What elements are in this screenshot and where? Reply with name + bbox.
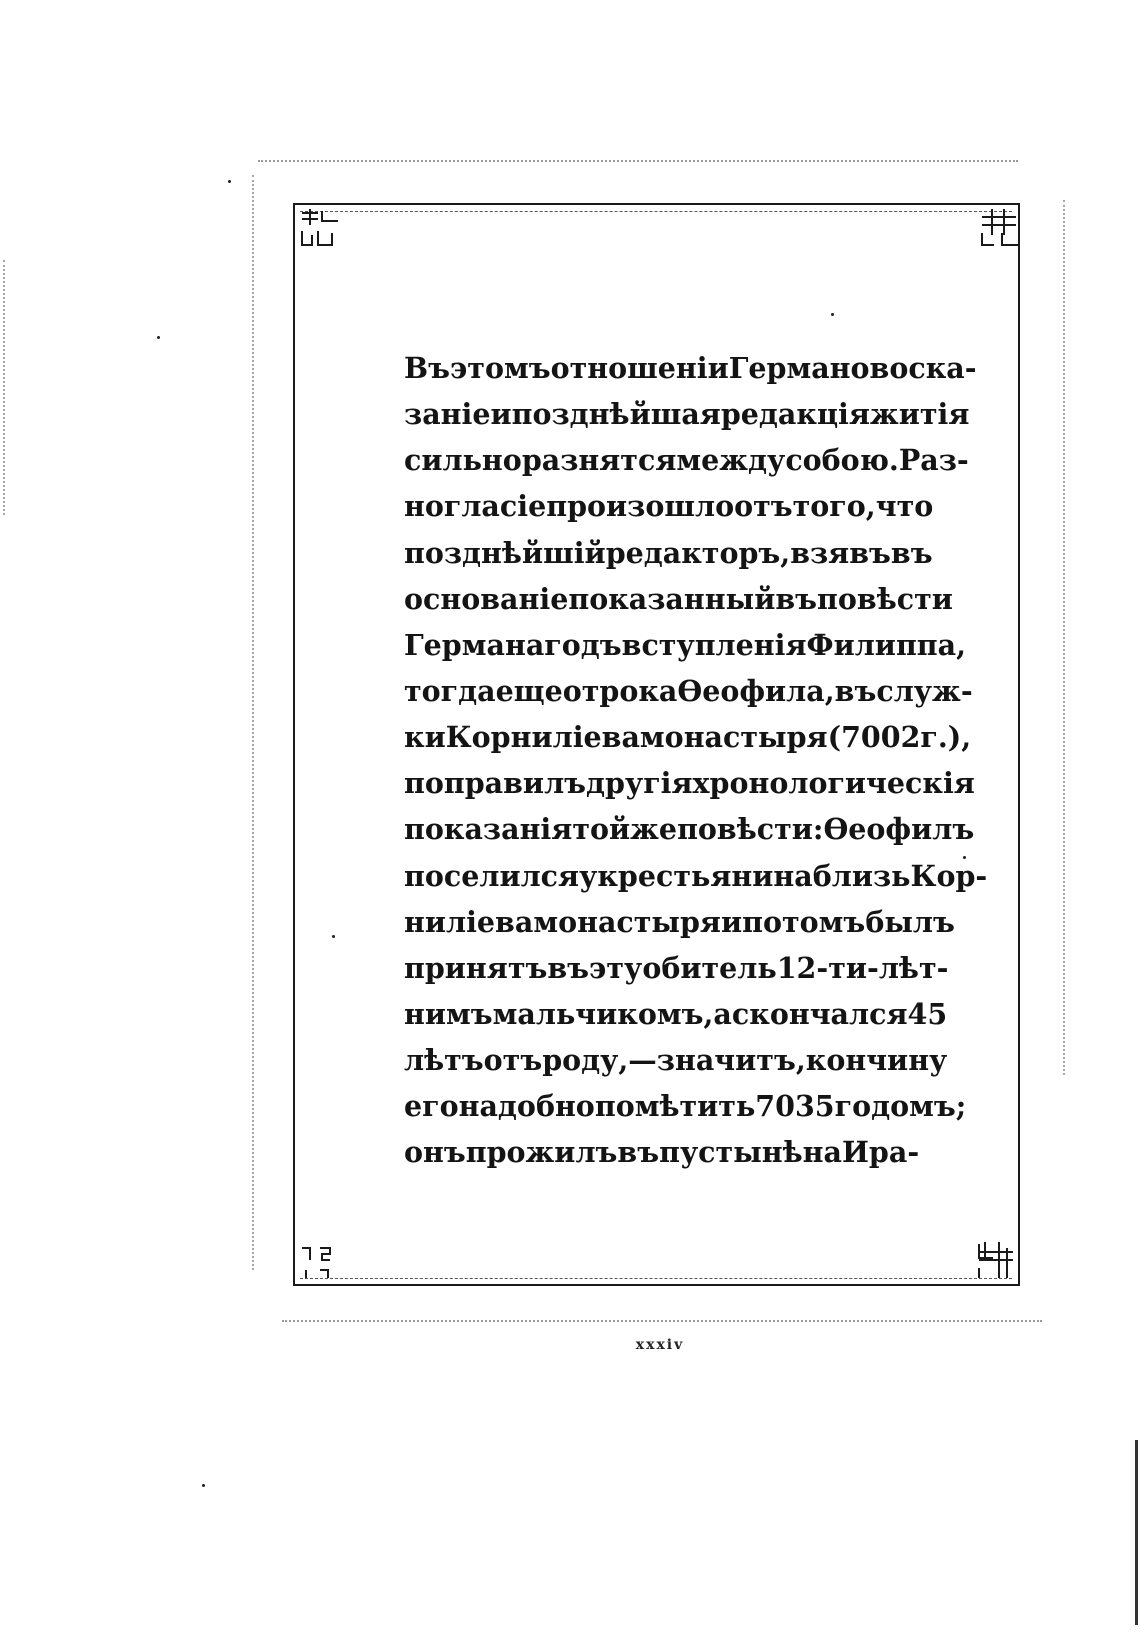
word: годомъ; [834, 1089, 967, 1124]
speck [202, 1484, 205, 1487]
word: въ [834, 673, 877, 708]
word: пустынѣ [659, 1135, 803, 1170]
word: отъ [483, 1043, 543, 1078]
text-line [404, 1129, 920, 1175]
word: Өеофила, [677, 673, 835, 708]
word: скончался [731, 996, 908, 1031]
word: житія [869, 397, 970, 432]
word: заніе [404, 397, 491, 432]
text-line [404, 576, 953, 622]
word: кончину [805, 1043, 948, 1078]
word: повѣсти: [677, 812, 824, 847]
word: на [802, 1135, 842, 1170]
word: и [721, 904, 743, 939]
word: показанія [404, 812, 573, 847]
word: ногласіе [404, 489, 547, 524]
word: роду,—значитъ, [542, 1043, 806, 1078]
word: основаніе [404, 581, 569, 616]
word: Германово [728, 351, 909, 385]
word: его [404, 1089, 459, 1124]
text-line [404, 622, 967, 668]
word: позднѣйшій [404, 535, 606, 570]
text-line [404, 483, 934, 529]
word: ска- [908, 351, 977, 385]
top-dotted-rule [258, 160, 1018, 162]
word: другія [586, 766, 693, 801]
word: былъ [865, 904, 955, 939]
word: мальчикомъ, [492, 996, 714, 1031]
left-dotted-rule [252, 175, 254, 1270]
word: же [630, 812, 678, 847]
text-line [404, 345, 977, 391]
word: Ира- [842, 1135, 920, 1170]
word: монастыря [639, 720, 828, 755]
text-line [404, 1083, 967, 1129]
text-line [404, 899, 955, 945]
word: собою. [785, 443, 899, 478]
word: 7035 [755, 1089, 835, 1124]
word: надобно [458, 1089, 595, 1124]
word: а [713, 996, 732, 1031]
text-line [404, 991, 948, 1037]
fret-ornament-bottom-left-icon [298, 1240, 342, 1284]
word: онъ [404, 1135, 466, 1170]
word: эту [589, 950, 643, 985]
text-line [404, 1037, 948, 1083]
word: (7002 [827, 720, 921, 755]
speck [228, 180, 231, 183]
word: отрока [562, 673, 678, 708]
word: Въ [404, 351, 450, 385]
word: Филиппа, [806, 627, 967, 662]
word: тогда [404, 673, 496, 708]
word: ниліева [404, 904, 534, 939]
word: обитель [642, 950, 777, 985]
word: Кор- [910, 858, 988, 893]
word: г.), [920, 720, 972, 755]
word: между [676, 443, 786, 478]
word: взявъ [790, 535, 891, 570]
text-line [404, 806, 975, 852]
far-left-dotted-rule [3, 260, 5, 515]
word: лѣтъ [404, 1043, 484, 1078]
word: принятъ [404, 950, 548, 985]
text-line [404, 760, 975, 806]
fret-ornament-bottom-right-icon [975, 1238, 1019, 1282]
fret-ornament-top-left-icon [298, 207, 342, 251]
frame-inner-bottom-rule [300, 1278, 1012, 1279]
word: того, [792, 489, 876, 524]
text-line [404, 668, 973, 714]
text-line [404, 391, 970, 437]
word: показанный [568, 581, 776, 616]
text-line [404, 853, 988, 899]
word: поправилъ [404, 766, 587, 801]
word: крестьянина [597, 858, 813, 893]
word: сильно [404, 443, 522, 478]
frame-inner-top-rule [300, 211, 1012, 212]
word: служ- [876, 673, 973, 708]
word: повѣсти [817, 581, 953, 616]
page-number: xxxiv [635, 1337, 685, 1353]
word: что [875, 489, 934, 524]
word: той [572, 812, 631, 847]
word: отношеніи [550, 351, 729, 385]
word: и [490, 397, 512, 432]
word: 12-ти-лѣт- [776, 950, 949, 985]
text-line [404, 437, 969, 483]
fret-ornament-top-right-icon [978, 207, 1022, 251]
word: 45 [907, 996, 948, 1031]
speck [157, 336, 160, 339]
text-line [404, 945, 949, 991]
word: ки [404, 720, 446, 755]
word: произошло [546, 489, 735, 524]
word: Германа [404, 627, 545, 662]
body-text [404, 345, 988, 1176]
word: еще [495, 673, 563, 708]
word: помѣтить [594, 1089, 756, 1124]
word: монастыря [533, 904, 721, 939]
word: годъ [544, 627, 622, 662]
right-dotted-rule [1063, 200, 1065, 1075]
word: позднѣйшая [511, 397, 721, 432]
bottom-dotted-rule [282, 1320, 1042, 1322]
word: поселился [404, 858, 580, 893]
word: близь [812, 858, 911, 893]
word: этомъ [449, 351, 551, 385]
page-edge-line [1135, 1440, 1138, 1625]
word: вступленія [621, 627, 807, 662]
text-line [404, 530, 933, 576]
word: хронологическія [692, 766, 975, 801]
word: редакція [720, 397, 870, 432]
word: редакторъ, [605, 535, 791, 570]
word: въ [547, 950, 590, 985]
word: Өеофилъ [823, 812, 975, 847]
word: нимъ [404, 996, 493, 1031]
word: разнятся [521, 443, 677, 478]
word: въ [890, 535, 933, 570]
word: у [579, 858, 598, 893]
word: отъ [734, 489, 793, 524]
text-line [404, 714, 972, 760]
word: Раз- [898, 443, 969, 478]
word: Корниліева [445, 720, 640, 755]
word: въ [617, 1135, 660, 1170]
word: потомъ [742, 904, 866, 939]
word: прожилъ [465, 1135, 618, 1170]
word: въ [775, 581, 818, 616]
